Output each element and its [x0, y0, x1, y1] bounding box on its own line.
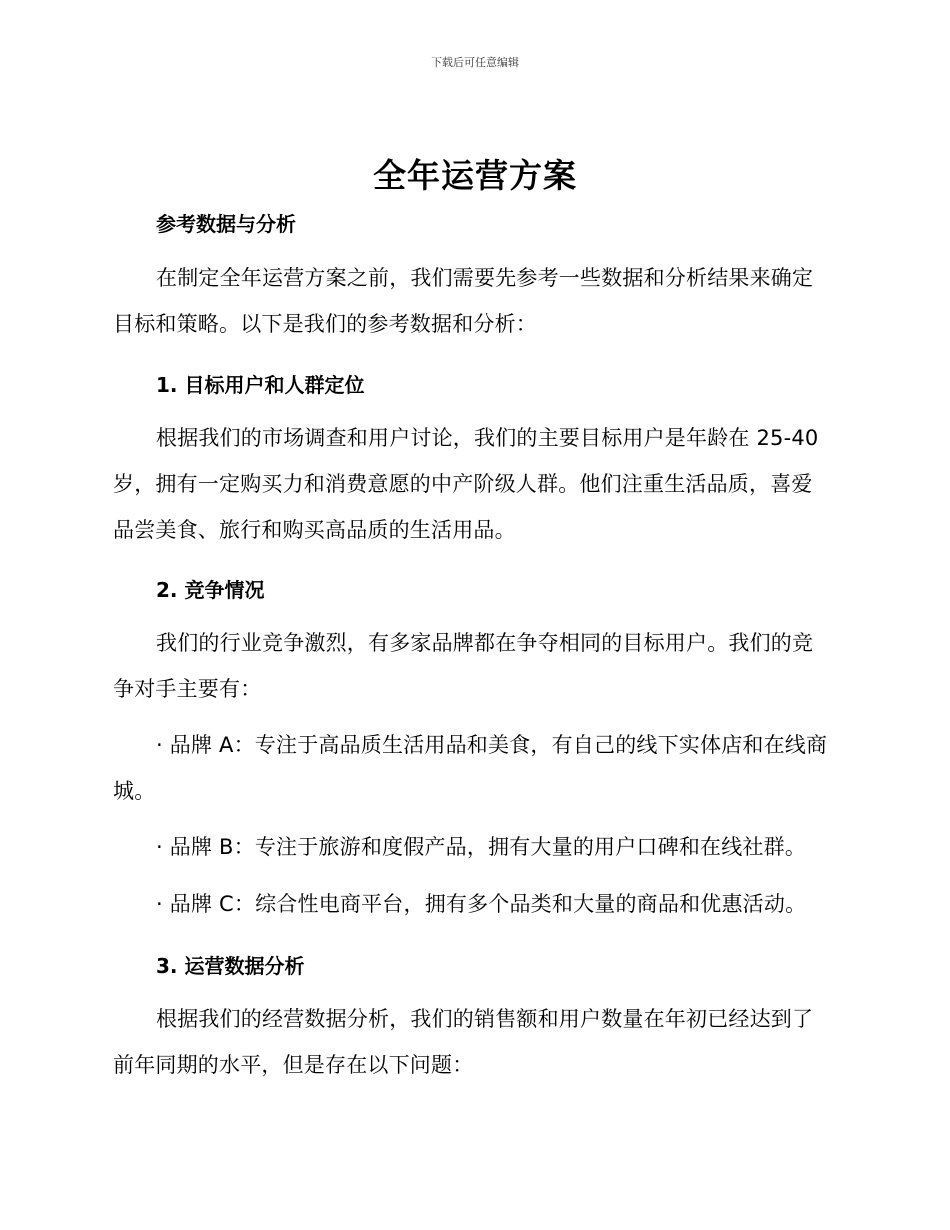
- heading-operations-data: 3. 运营数据分析: [156, 954, 305, 978]
- bullet-brand-c: · 品牌 C：综合性电商平台，拥有多个品类和大量的商品和优惠活动。: [156, 892, 807, 916]
- heading-target-users: 1. 目标用户和人群定位: [156, 373, 365, 397]
- header-note: 下载后可任意编辑: [431, 56, 519, 69]
- document-title: 全年运营方案: [373, 156, 577, 195]
- bullet-brand-b: · 品牌 B：专注于旅游和度假产品，拥有大量的用户口碑和在线社群。: [156, 835, 807, 859]
- heading-competition: 2. 竞争情况: [156, 578, 265, 602]
- section-heading-reference: 参考数据与分析: [156, 212, 296, 236]
- bullet-brand-a: · 品牌 A：专注于高品质生活用品和美食，有自己的线下实体店和在线商城。: [113, 733, 828, 803]
- intro-paragraph: 在制定全年运营方案之前，我们需要先参考一些数据和分析结果来确定目标和策略。以下是我们的参考数据和分析：: [113, 266, 814, 336]
- paragraph-competition: 我们的行业竞争激烈，有多家品牌都在争夺相同的目标用户。我们的竞争对手主要有：: [113, 631, 814, 701]
- paragraph-target-users: 根据我们的市场调查和用户讨论，我们的主要目标用户是年龄在 25-40 岁，拥有一定购买力和消费意愿的中产阶级人群。他们注重生活品质，喜爱品尝美食、旅行和购买高品质的生活用品。: [113, 426, 819, 542]
- paragraph-operations-data: 根据我们的经营数据分析，我们的销售额和用户数量在年初已经达到了前年同期的水平，但是存在以下问题：: [113, 1007, 814, 1077]
